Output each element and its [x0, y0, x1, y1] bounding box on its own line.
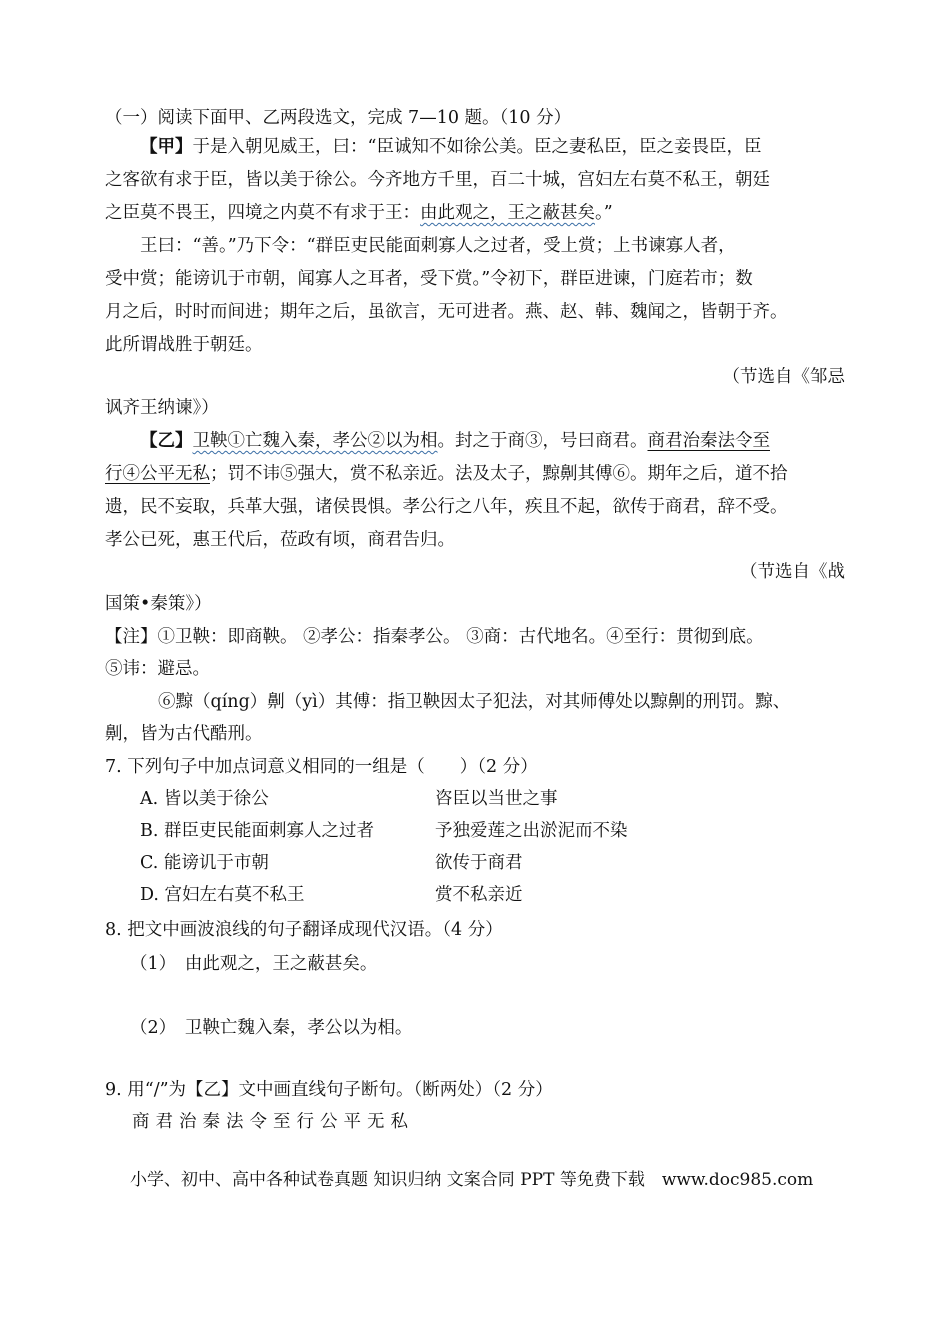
q7-option-a-right: 咨臣以当世之事 — [435, 789, 558, 809]
yi-text-1: 。封之于商③，号曰商君。 — [437, 431, 648, 451]
q7-option-a — [140, 787, 269, 811]
yi-line-2 — [105, 462, 788, 486]
notes-line-3: ⑥黥（qíng）劓（yì）其傅：指卫鞅因太子犯法，对其师傅处以黥劓的刑罚。黥、 — [158, 692, 791, 712]
q9-sentence: 商君治秦法令至行公平无私 — [132, 1112, 414, 1132]
q7-option-c-right: 欲传于商君 — [435, 853, 523, 873]
jia-p2-line-3: 月之后，时时而间进；期年之后，虽欲言，无可进者。燕、赵、韩、魏闻之，皆朝于齐。 — [105, 302, 788, 322]
q8-sentence-1: （1） 由此观之，王之蔽甚矣。 — [130, 954, 378, 974]
jia-source-a: （节选自《邹忌 — [722, 367, 845, 387]
q7-option-c-left: 能谤讥于市朝 — [163, 853, 269, 873]
yi-source-b: 国策•秦策》） — [105, 594, 212, 614]
jia-text-1: 于是入朝见威王，曰：“臣诚知不如徐公美。臣之妻私臣，臣之妾畏臣，臣 — [192, 137, 762, 157]
q7-option-d-right: 赏不私亲近 — [435, 885, 523, 905]
q7-option-b — [140, 819, 374, 843]
q7-option-b-label: B. — [140, 821, 164, 841]
jia-source-b: 讽齐王纳谏》） — [105, 398, 219, 418]
jia-tag: 【甲】 — [140, 137, 193, 157]
yi-text-2: ；罚不讳⑤强大，赏不私亲近。法及太子，黥劓其傅⑥。期年之后，道不拾 — [210, 464, 788, 484]
straight-underline-1: 商君治秦法令至 — [647, 431, 770, 451]
notes-line-1: 【注】①卫鞅：即商鞅。 ②孝公：指秦孝公。 ③商：古代地名。④至行：贯彻到底。 — [105, 627, 764, 647]
q7-option-d-left: 宫妇左右莫不私王 — [164, 885, 305, 905]
q8-sentence-2: （2） 卫鞅亡魏入秦，孝公以为相。 — [130, 1018, 413, 1038]
footer-download-text: 小学、初中、高中各种试卷真题 知识归纳 文案合同 PPT 等免费下载 www.doc985.com — [130, 1170, 814, 1190]
q7-option-a-left: 皆以美于徐公 — [163, 789, 269, 809]
notes-line-2: ⑤讳：避忌。 — [105, 659, 210, 679]
wavy-sentence-2: 卫鞅①亡魏入秦，孝公②以为相 — [192, 431, 438, 451]
jia-line-1 — [140, 135, 761, 159]
straight-underline-2: 行④公平无私 — [105, 464, 210, 484]
q7-option-b-left: 群臣吏民能面刺寡人之过者 — [164, 821, 374, 841]
section-header: （一）阅读下面甲、乙两段选文，完成 7—10 题。（10 分） — [105, 108, 572, 128]
q8-stem: 8. 把文中画波浪线的句子翻译成现代汉语。（4 分） — [105, 920, 503, 940]
q7-stem: 7. 下列句子中加点词意义相同的一组是（ ）（2 分） — [105, 757, 538, 777]
q7-option-b-right: 予独爱莲之出淤泥而不染 — [435, 821, 628, 841]
q7-option-a-label: A. — [140, 789, 164, 809]
jia-p2-line-1: 王曰：“善。”乃下令：“群臣吏民能面刺寡人之过者，受上赏；上书谏寡人者， — [140, 236, 736, 256]
notes-line-4: 劓，皆为古代酷刑。 — [105, 724, 263, 744]
yi-line-1 — [140, 429, 770, 453]
jia-line-3 — [105, 201, 613, 225]
q7-option-d — [140, 883, 305, 907]
q9-stem: 9. 用“/”为【乙】文中画直线句子断句。（断两处）（2 分） — [105, 1080, 553, 1100]
yi-tag: 【乙】 — [140, 431, 193, 451]
yi-source-a: （节选自《战 — [740, 562, 845, 582]
wavy-sentence-1: 由此观之，王之蔽甚矣 — [420, 203, 595, 223]
yi-line-3: 遗，民不妄取，兵革大强，诸侯畏惧。孝公行之八年，疾且不起，欲传于商君，辞不受。 — [105, 497, 788, 517]
jia-text-3a: 之臣莫不畏王，四境之内莫不有求于王： — [105, 203, 420, 223]
jia-line-2: 之客欲有求于臣，皆以美于徐公。今齐地方千里，百二十城，宫妇左右莫不私王，朝廷 — [105, 170, 770, 190]
jia-text-3b: 。” — [595, 203, 613, 223]
q7-option-c — [140, 851, 269, 875]
yi-line-4: 孝公已死，惠王代后，莅政有顷，商君告归。 — [105, 530, 455, 550]
jia-p2-line-4: 此所谓战胜于朝廷。 — [105, 335, 263, 355]
q7-option-c-label: C. — [140, 853, 164, 873]
q7-option-d-label: D. — [140, 885, 165, 905]
jia-p2-line-2: 受中赏；能谤讥于市朝，闻寡人之耳者，受下赏。”令初下，群臣进谏，门庭若市；数 — [105, 269, 753, 289]
